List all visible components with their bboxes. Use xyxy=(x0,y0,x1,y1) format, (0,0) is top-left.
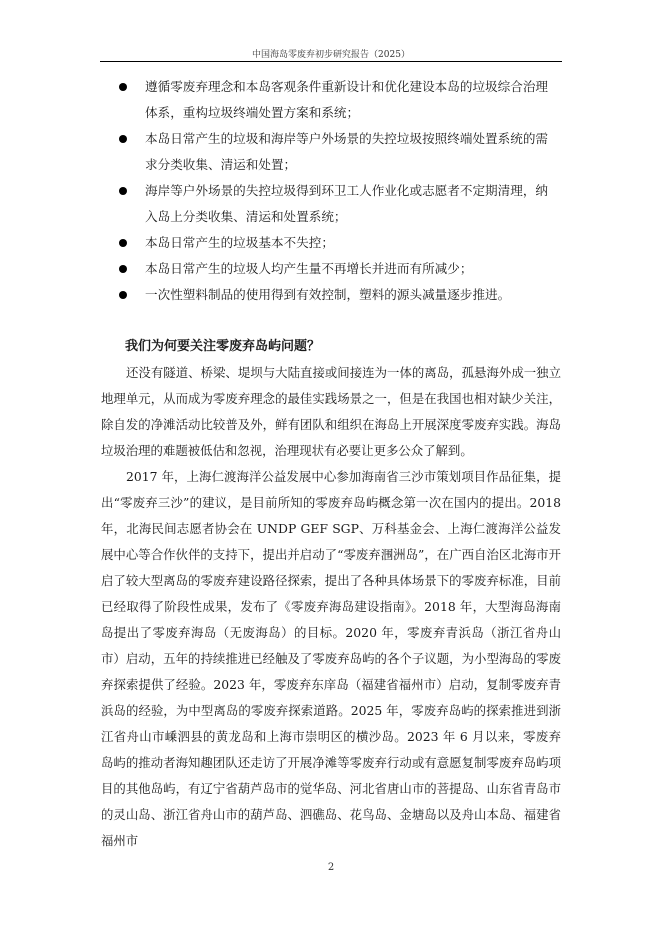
bullet-dot-icon xyxy=(119,239,127,247)
goal-bullet-list xyxy=(0,74,662,308)
bullet-dot-icon xyxy=(119,83,127,91)
bullet-item xyxy=(0,256,560,282)
bullet-dot-icon xyxy=(119,135,127,143)
bullet-text: 本岛日常产生的垃圾人均产生量不再增长并进而有所减少； xyxy=(145,261,473,276)
bullet-item xyxy=(0,178,560,230)
bullet-text: 海岸等户外场景的失控垃圾得到环卫工人作业化或志愿者不定期清理，纳入岛上分类收集、清运和处置系统； xyxy=(145,183,548,224)
body-paragraph: 2017 年，上海仁渡海洋公益发展中心参加海南省三沙市策划项目作品征集，提出“零废弃三沙”的建议，是目前所知的零废弃岛屿概念第一次在国内的提出。2018 年，北海民间志愿者协会在 UNDP GEF SGP、万科基金会、上海仁渡海洋公益发展中心等合作伙伴的支持下，提出并启动了“零废弃涠洲岛”，在广西自治区北海市开启了较大型离岛的零废弃建设路径探索，提出了各种具体场景下的零废弃标准，目前已经取得了阶段性成果，发布了《零废弃海岛建设指南》。2018 年，大型海岛海南岛提出了零废弃海岛（无废海岛）的目标。2020 年，零废弃青浜岛（浙江省舟山市）启动，五年的持续推进已经触及了零废弃岛屿的各个子议题，为小型海岛的零废弃探索提供了经验。2023 年，零废弃东庠岛（福建省福州市）启动，复制零废弃青浜岛的经验，为中型离岛的零废弃探索道路。2025 年，零废弃岛屿的探索推进到浙江省舟山市嵊泗县的黄龙岛和上海市崇明区的横沙岛。2023 年 6 月以来，零废弃岛屿的推动者海知趣团队还走访了开展净滩等零废弃行动或有意愿复制零废弃岛屿项目的其他岛屿，有辽宁省葫芦岛市的觉华岛、河北省唐山市的菩提岛、山东省青岛市的灵山岛、浙江省舟山市的葫芦岛、泗礁岛、花鸟岛、金塘岛以及舟山本岛、福建省福州市 xyxy=(101,469,561,848)
running-header: 中国海岛零废弃初步研究报告（2025） xyxy=(252,50,410,60)
bullet-text: 一次性塑料制品的使用得到有效控制，塑料的源头减量逐步推进。 xyxy=(145,287,511,302)
bullet-item xyxy=(0,282,560,308)
section-heading: 我们为何要关注零废弃岛屿问题？ xyxy=(125,339,321,354)
bullet-text: 本岛日常产生的垃圾和海岸等户外场景的失控垃圾按照终端处置系统的需求分类收集、清运和处置； xyxy=(145,131,548,172)
page-number: 2 xyxy=(327,862,335,873)
body-paragraph: 还没有隧道、桥梁、堤坝与大陆直接或间接连为一体的离岛，孤悬海外成一独立地理单元，从而成为零废弃理念的最佳实践场景之一，但是在我国也相对缺少关注，除自发的净滩活动比较普及外，鲜有团队和组织在海岛上开展深度零废弃实践。海岛垃圾治理的难题被低估和忽视，治理现状有必要让更多公众了解到。 xyxy=(101,365,561,458)
bullet-item xyxy=(0,230,560,256)
header-divider xyxy=(100,61,562,62)
bullet-text: 本岛日常产生的垃圾基本不失控； xyxy=(145,235,334,250)
bullet-dot-icon xyxy=(119,265,127,273)
bullet-item xyxy=(0,74,560,126)
bullet-text: 遵循零废弃理念和本岛客观条件重新设计和优化建设本岛的垃圾综合治理体系，重构垃圾终端处置方案和系统； xyxy=(145,79,548,120)
bullet-item xyxy=(0,126,560,178)
bullet-dot-icon xyxy=(119,187,127,195)
bullet-dot-icon xyxy=(119,291,127,299)
